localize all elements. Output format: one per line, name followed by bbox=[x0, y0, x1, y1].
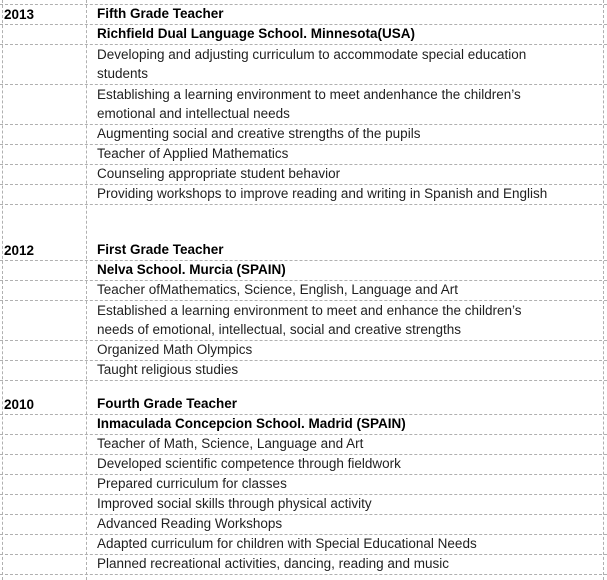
sheet-row bbox=[0, 301, 607, 341]
detail-cell[interactable] bbox=[86, 515, 607, 534]
detail-cell[interactable] bbox=[86, 85, 607, 124]
year-cell[interactable] bbox=[0, 281, 86, 300]
year-cell[interactable] bbox=[0, 85, 86, 124]
cell-text-line: Establishing a learning environment to meet andenhance the children’s bbox=[97, 87, 521, 102]
year-cell[interactable]: 2013 bbox=[4, 7, 35, 22]
sheet-row bbox=[0, 435, 607, 455]
cell-text-line: Planned recreational activities, dancing, reading and music bbox=[97, 556, 449, 571]
cell-text-line: Adapted curriculum for children with Special Educational Needs bbox=[97, 536, 477, 551]
sheet-row bbox=[0, 475, 607, 495]
cell-text-line: Teacher ofMathematics, Science, English, Language and Art bbox=[97, 282, 458, 297]
cell-text-line: Developing and adjusting curriculum to accommodate special education bbox=[97, 47, 527, 62]
gridline-right bbox=[603, 0, 604, 580]
year-cell[interactable] bbox=[0, 25, 86, 44]
detail-cell[interactable] bbox=[86, 301, 607, 340]
cell-text-line: Counseling appropriate student behavior bbox=[97, 166, 341, 181]
year-cell[interactable] bbox=[0, 361, 86, 380]
year-cell[interactable] bbox=[0, 575, 86, 580]
year-cell[interactable] bbox=[0, 535, 86, 554]
detail-cell[interactable] bbox=[86, 45, 607, 84]
cell-text-line: First Grade Teacher bbox=[97, 242, 224, 257]
sheet-row bbox=[0, 5, 607, 25]
detail-cell[interactable] bbox=[86, 25, 607, 44]
detail-cell[interactable] bbox=[86, 415, 607, 434]
sheet-row bbox=[0, 125, 607, 145]
year-cell[interactable] bbox=[0, 261, 86, 280]
cell-text-line: Augmenting social and creative strengths of the pupils bbox=[97, 126, 421, 141]
detail-cell[interactable] bbox=[86, 145, 607, 164]
year-cell[interactable] bbox=[0, 341, 86, 360]
sheet-row bbox=[0, 515, 607, 535]
detail-cell[interactable] bbox=[86, 535, 607, 554]
cell-text-line: Providing workshops to improve reading and writing in Spanish and English bbox=[97, 186, 548, 201]
cell-text-line: Teacher of Math, Science, Language and Art bbox=[97, 436, 364, 451]
year-cell[interactable] bbox=[0, 435, 86, 454]
cell-text-line: Fourth Grade Teacher bbox=[97, 396, 238, 411]
detail-cell[interactable] bbox=[86, 455, 607, 474]
detail-cell[interactable] bbox=[86, 475, 607, 494]
sheet-row bbox=[0, 145, 607, 165]
sheet-row bbox=[0, 261, 607, 281]
sheet-row bbox=[0, 85, 607, 125]
cell-text-line: needs of emotional, intellectual, social and creative strengths bbox=[97, 322, 461, 337]
detail-cell[interactable] bbox=[86, 281, 607, 300]
sheet-row bbox=[0, 455, 607, 475]
cell-text-line: Improved social skills through physical activity bbox=[97, 496, 372, 511]
detail-cell[interactable] bbox=[86, 495, 607, 514]
cell-text-line: Fifth Grade Teacher bbox=[97, 6, 224, 21]
detail-cell[interactable] bbox=[86, 165, 607, 184]
detail-cell[interactable] bbox=[86, 341, 607, 360]
detail-cell[interactable] bbox=[86, 575, 607, 580]
sheet-row bbox=[0, 361, 607, 381]
cell-text-line: Inmaculada Concepcion School. Madrid (SPAIN) bbox=[97, 416, 406, 431]
year-cell[interactable]: 2010 bbox=[4, 397, 35, 412]
year-cell[interactable] bbox=[0, 455, 86, 474]
detail-cell[interactable] bbox=[86, 435, 607, 454]
cell-text-line: Richfield Dual Language School. Minnesota(USA) bbox=[97, 26, 416, 41]
cell-text-line: Taught religious studies bbox=[97, 362, 239, 377]
detail-cell[interactable] bbox=[86, 261, 607, 280]
year-cell[interactable] bbox=[0, 415, 86, 434]
sheet-row bbox=[0, 575, 607, 580]
year-cell[interactable] bbox=[0, 125, 86, 144]
sheet-row bbox=[0, 281, 607, 301]
detail-cell[interactable] bbox=[86, 185, 607, 204]
year-cell[interactable] bbox=[0, 301, 86, 340]
cell-text-line: Teacher of Applied Mathematics bbox=[97, 146, 289, 161]
detail-cell[interactable] bbox=[86, 205, 607, 260]
sheet-row bbox=[0, 535, 607, 555]
cell-text-line: students bbox=[97, 66, 149, 81]
cell-text-line: Established a learning environment to meet and enhance the children’s bbox=[97, 303, 522, 318]
cell-text-line: emotional and intellectual needs bbox=[97, 106, 290, 121]
sheet-row bbox=[0, 415, 607, 435]
sheet-row bbox=[0, 165, 607, 185]
year-cell[interactable] bbox=[0, 165, 86, 184]
year-cell[interactable] bbox=[0, 185, 86, 204]
year-cell[interactable] bbox=[0, 45, 86, 84]
year-cell[interactable] bbox=[0, 555, 86, 574]
cell-text-line: Developed scientific competence through fieldwork bbox=[97, 456, 401, 471]
cell-text-line: Advanced Reading Workshops bbox=[97, 516, 283, 531]
detail-cell[interactable] bbox=[86, 0, 607, 4]
year-cell[interactable] bbox=[0, 515, 86, 534]
sheet-row bbox=[0, 495, 607, 515]
sheet-row bbox=[0, 205, 607, 261]
detail-cell[interactable] bbox=[86, 555, 607, 574]
sheet-row bbox=[0, 45, 607, 85]
sheet-row bbox=[0, 555, 607, 575]
year-cell[interactable] bbox=[0, 495, 86, 514]
year-cell[interactable]: 2012 bbox=[4, 243, 35, 258]
detail-cell[interactable] bbox=[86, 361, 607, 380]
sheet-row bbox=[0, 341, 607, 361]
year-cell[interactable] bbox=[0, 0, 86, 4]
cell-text-line: Prepared curriculum for classes bbox=[97, 476, 287, 491]
gridline-column-divider bbox=[86, 0, 87, 580]
cell-text-line: Organized Math Olympics bbox=[97, 342, 253, 357]
sheet-row bbox=[0, 185, 607, 205]
year-cell[interactable] bbox=[0, 475, 86, 494]
sheet-row bbox=[0, 381, 607, 415]
gridline-left bbox=[2, 0, 3, 580]
year-cell[interactable] bbox=[0, 145, 86, 164]
sheet-row bbox=[0, 25, 607, 45]
detail-cell[interactable] bbox=[86, 381, 607, 414]
detail-cell[interactable] bbox=[86, 5, 607, 24]
detail-cell[interactable] bbox=[86, 125, 607, 144]
cell-text-line: Nelva School. Murcia (SPAIN) bbox=[97, 262, 286, 277]
